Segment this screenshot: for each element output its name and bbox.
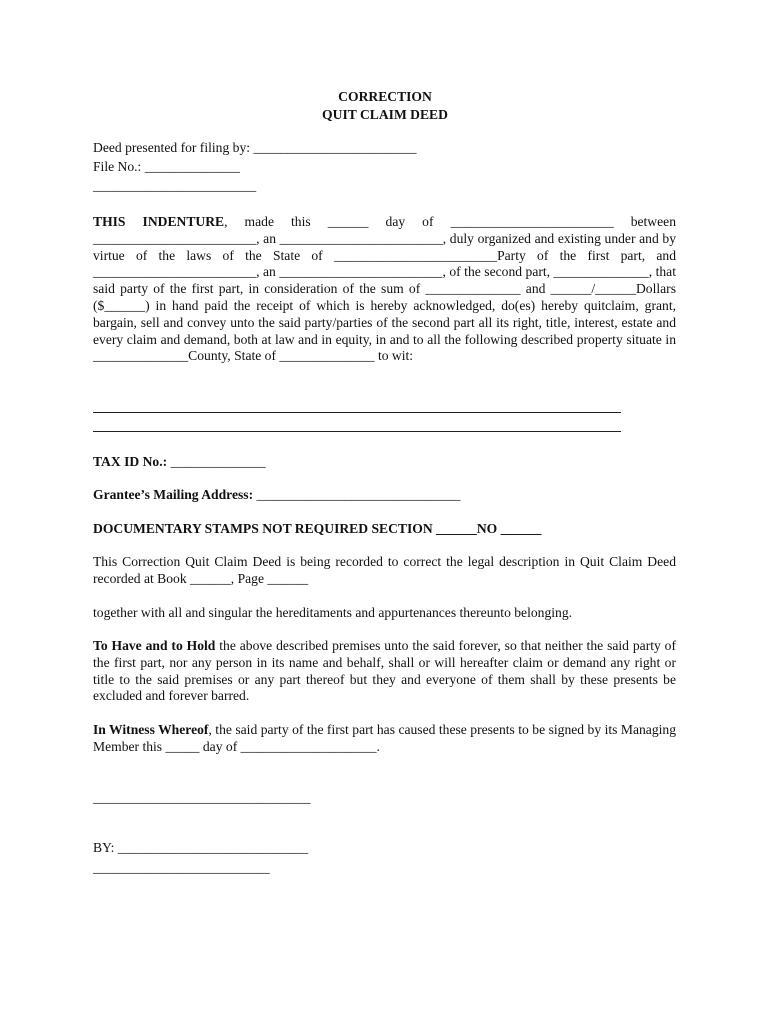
- tax-id-line: [93, 454, 676, 471]
- signature-line: ________________________________: [93, 790, 311, 805]
- witness-lead: In Witness Whereof: [93, 722, 209, 737]
- header-blank-line: ________________________: [93, 178, 257, 193]
- property-description-line-1: [93, 412, 621, 413]
- signature-by-line: BY: ____________________________: [93, 840, 309, 855]
- file-number-line: File No.: ______________: [93, 159, 240, 174]
- habendum-paragraph: [93, 638, 676, 705]
- indenture-lead: THIS INDENTURE: [93, 214, 225, 229]
- grantee-address-line: [93, 487, 676, 504]
- tax-id-label: TAX ID No.:: [93, 454, 168, 469]
- indenture-text: , made this ______ day of ________________________ between ________________________, an ________________________, duly organized and existing under and by virtue of the laws of the State of ________________________Party of the first part, and ________________________, an ________________________, of the second part, ______________, that said party of the first part, in consideration of the sum of ______________ and ______/______Dollars ($______) in hand paid the receipt of which is hereby acknowledged, do(es) hereby quitclaim, grant, bargain, sell and convey unto the said party/parties of the second part all its right, title, interest, estate and every claim and demand, both at law and in equity, in and to all the following described property situate in ______________County, State of ______________ to wit:: [93, 214, 676, 364]
- documentary-stamps-line: [93, 521, 676, 538]
- tax-id-blank: ______________: [167, 454, 266, 469]
- documentary-stamps-text: DOCUMENTARY STAMPS NOT REQUIRED SECTION ______NO ______: [93, 521, 542, 536]
- grantee-address-label: Grantee’s Mailing Address:: [93, 487, 254, 502]
- presented-by-line: Deed presented for filing by: ________________________: [93, 140, 417, 155]
- signature-title-line: __________________________: [93, 860, 270, 875]
- document-title: CORRECTION: [338, 89, 432, 104]
- grantee-address-blank: ______________________________: [253, 487, 461, 502]
- witness-text: , the said party of the first part has caused these presents to be signed by its Managing Member this _____ day of ____________________.: [93, 722, 676, 754]
- habendum-lead: To Have and to Hold: [93, 638, 216, 653]
- together-paragraph: together with all and singular the hereditaments and appurtenances thereunto belonging.: [93, 605, 573, 620]
- indenture-paragraph: [93, 214, 676, 365]
- habendum-text: the above described premises unto the said forever, so that neither the said party of the first part, nor any person in its name and behalf, shall or will hereafter claim or demand any right or title to the said premises or any part thereof but they and everyone of them shall by these presents be excluded and forever barred.: [93, 638, 677, 704]
- correction-paragraph: This Correction Quit Claim Deed is being recorded to correct the legal description in Quit Claim Deed recorded at Book ______, Page ______: [93, 554, 676, 586]
- property-description-line-2: [93, 431, 621, 432]
- witness-paragraph: [93, 722, 676, 756]
- document-subtitle: QUIT CLAIM DEED: [322, 107, 448, 122]
